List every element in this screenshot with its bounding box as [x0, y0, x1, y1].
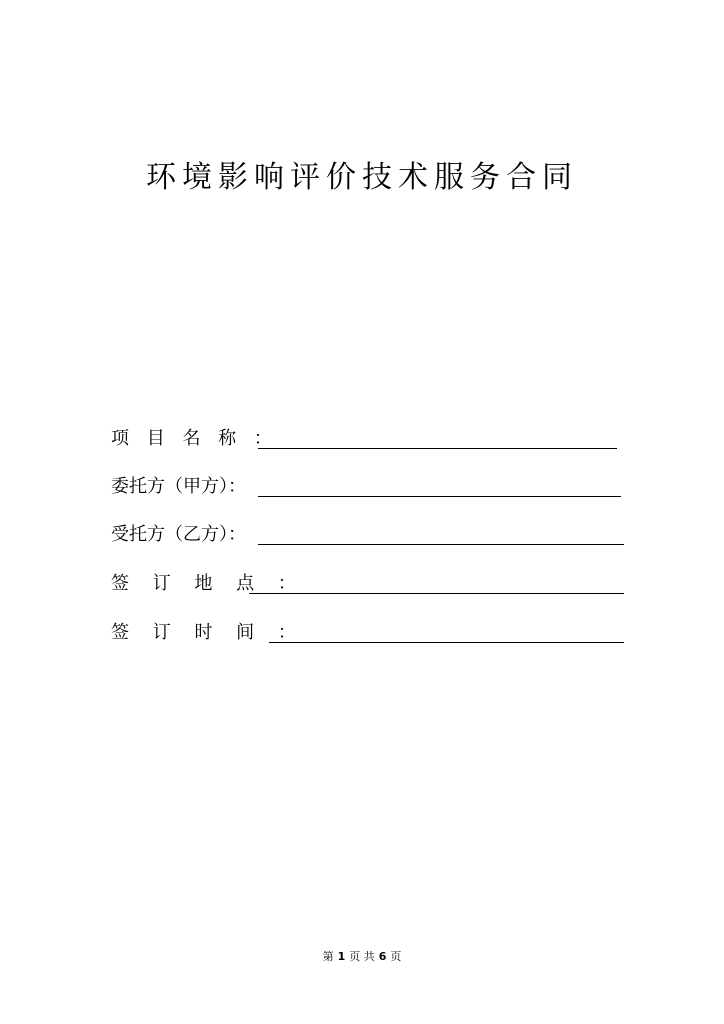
field-label: 签 订 地 点 ： [111, 573, 305, 594]
field-label: 受托方（乙方）： [111, 524, 246, 545]
field-label: 项 目 名 称 ： [111, 428, 278, 449]
field-label: 委托方（甲方）： [111, 476, 246, 497]
footer-prefix: 第 [322, 950, 334, 963]
field-blank-line[interactable] [258, 448, 617, 449]
field-sign-place [0, 571, 724, 601]
footer-middle: 页 共 [349, 950, 375, 963]
field-blank-line[interactable] [269, 642, 624, 643]
field-sign-date [0, 620, 724, 650]
field-party-b [0, 522, 724, 552]
page-title: 环境影响评价技术服务合同 [146, 160, 578, 195]
field-blank-line[interactable] [249, 593, 624, 594]
page-footer [0, 949, 724, 965]
footer-total-pages: 6 [378, 950, 387, 963]
field-blank-line[interactable] [258, 496, 621, 497]
field-project-name [0, 426, 724, 456]
field-blank-line[interactable] [258, 544, 624, 545]
field-label: 签 订 时 间 ： [111, 622, 305, 643]
field-party-a [0, 474, 724, 504]
footer-page-number: 1 [337, 950, 346, 963]
footer-suffix: 页 [390, 950, 402, 963]
